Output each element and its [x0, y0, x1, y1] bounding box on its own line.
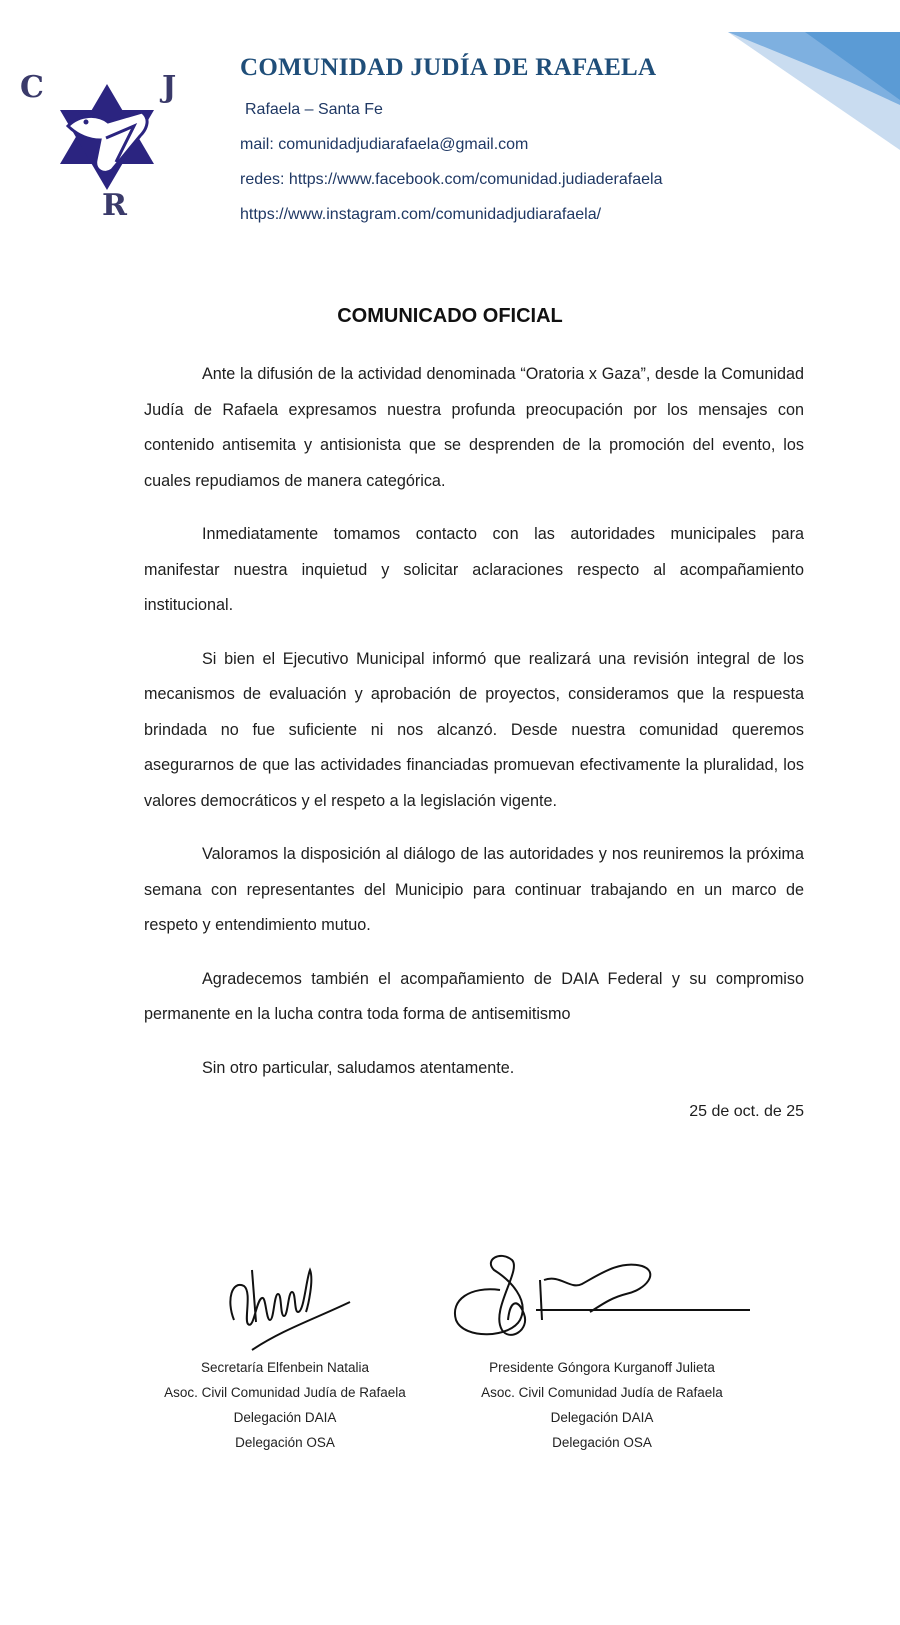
- logo-letter-c: C: [20, 70, 44, 105]
- paragraph: Si bien el Ejecutivo Municipal informó que realizará una revisión integral de los mecanismos de evaluación y aprobación de proyectos, consideramos que la respuesta brindada no fue suficiente ni nos alcanzó. Desde nuestra comunidad queremos asegurarnos de que las actividades financiadas promuevan efectivamente la pluralidad, los valores democráticos y el respeto a la legislación vigente.: [144, 649, 804, 810]
- paragraph: Inmediatamente tomamos contacto con las autoridades municipales para manifestar nuestra inquietud y solicitar aclaraciones respecto al acompañamiento institucional.: [144, 525, 804, 614]
- signatory-organization: Asoc. Civil Comunidad Judía de Rafaela: [164, 1385, 406, 1400]
- organization-logo: [10, 60, 177, 230]
- signatory-delegation: Delegación OSA: [552, 1435, 652, 1450]
- facebook-link[interactable]: redes: https://www.facebook.com/comunidad.judiaderafaela: [240, 171, 663, 188]
- paragraph: Valoramos la disposición al diálogo de las autoridades y nos reuniremos la próxima semana con representantes del Municipio para continuar trabajando en un marco de respeto y entendimiento mutuo.: [144, 845, 804, 934]
- instagram-link[interactable]: https://www.instagram.com/comunidadjudiarafaela/: [240, 206, 602, 223]
- star-of-david-dove-icon: [50, 78, 165, 193]
- paragraph: Ante la difusión de la actividad denominada “Oratoria x Gaza”, desde la Comunidad Judía de Rafaela expresamos nuestra profunda preocupación por los mensajes con contenido antisemita y antisionista que se desprenden de la promoción del evento, los cuales repudiamos de manera categórica.: [144, 365, 804, 490]
- signatory-organization: Asoc. Civil Comunidad Judía de Rafaela: [481, 1385, 723, 1400]
- organization-name: COMUNIDAD JUDÍA DE RAFAELA: [240, 54, 657, 81]
- signatory-block-2: [462, 1355, 742, 1455]
- signature-presidente: [450, 1250, 770, 1345]
- signatory-delegation: Delegación OSA: [235, 1435, 335, 1450]
- letterhead: [240, 54, 760, 232]
- closing: Sin otro particular, saludamos atentamente.: [202, 1058, 515, 1077]
- email-contact[interactable]: mail: comunidadjudiarafaela@gmail.com: [240, 136, 529, 153]
- signatory-block-1: [150, 1355, 420, 1455]
- signatory-name: Secretaría Elfenbein Natalia: [200, 1360, 370, 1375]
- logo-letter-r: R: [102, 188, 127, 223]
- signatory-delegation: Delegación DAIA: [233, 1410, 337, 1425]
- location: Rafaela – Santa Fe: [245, 101, 383, 118]
- logo-letter-j: J: [162, 70, 177, 105]
- signatory-name: Presidente Góngora Kurganoff Julieta: [489, 1360, 715, 1375]
- document-body: [144, 357, 804, 1104]
- paragraph: Agradecemos también el acompañamiento de DAIA Federal y su compromiso permanente en la lucha contra toda forma de antisemitismo: [144, 969, 804, 1023]
- document-title: COMUNICADO OFICIAL: [337, 305, 563, 327]
- signature-secretaria: [222, 1250, 362, 1355]
- signatory-delegation: Delegación DAIA: [550, 1410, 654, 1425]
- document-date: 25 de oct. de 25: [689, 1103, 804, 1120]
